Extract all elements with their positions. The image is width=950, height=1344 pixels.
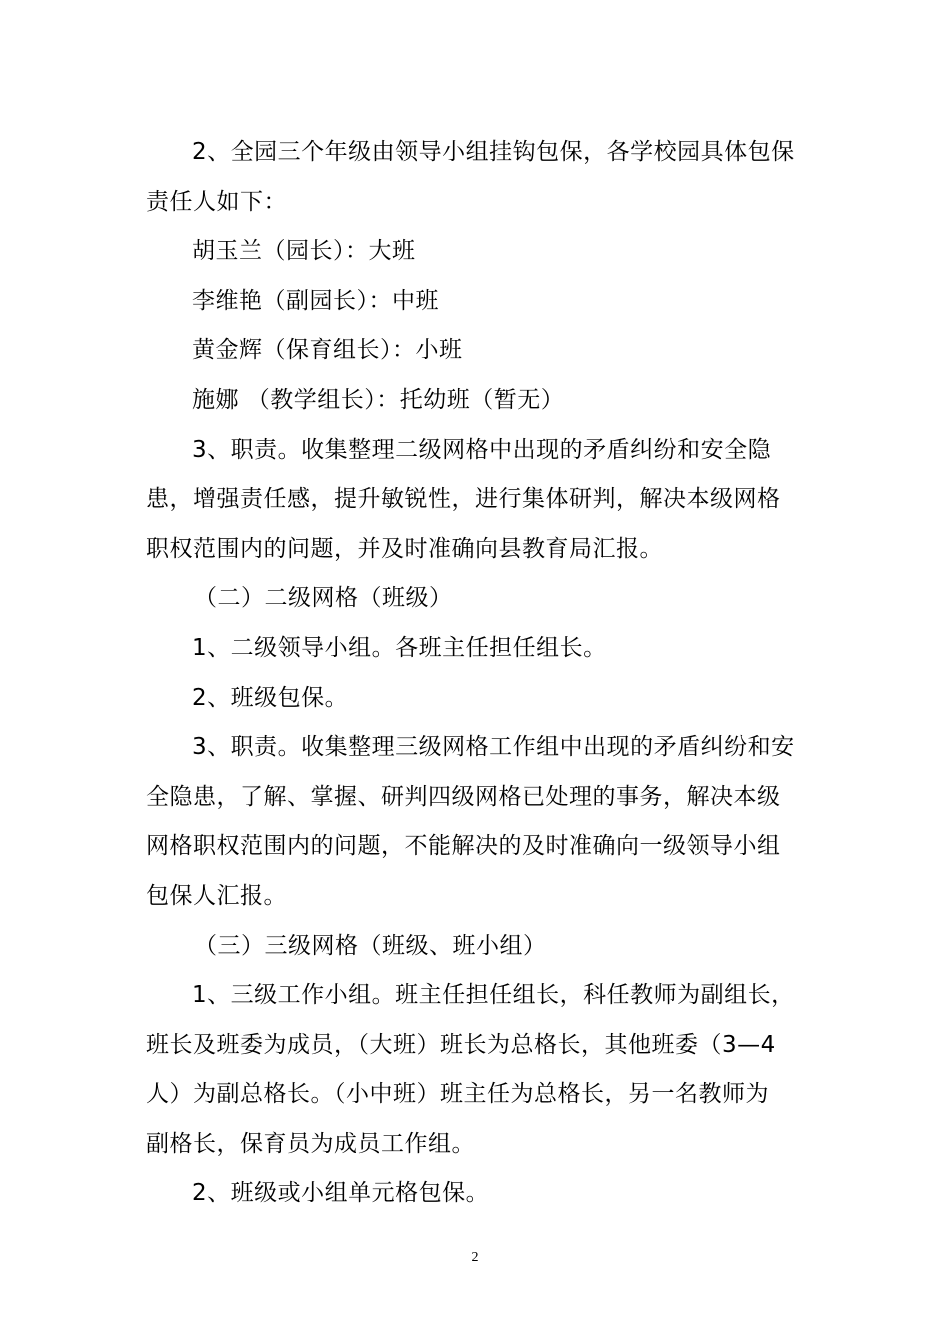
paragraph-line: 班长及班委为成员，（大班）班长为总格长，其他班委（3—4 [146,1031,776,1058]
paragraph-line: 2、全园三个年级由领导小组挂钩包保，各学校园具体包保 [192,139,795,165]
paragraph-line: 责任人如下： [146,188,287,215]
paragraph-line: 施娜 （教学组长）：托幼班（暂无） [192,386,565,413]
paragraph-line: 李维艳（副园长）：中班 [192,287,439,314]
page-number: 2 [471,1250,479,1265]
paragraph-line: 网格职权范围内的问题，不能解决的及时准确向一级领导小组 [146,833,781,860]
paragraph-line: 2、班级包保。 [192,684,349,711]
paragraph-line: 1、二级领导小组。各班主任担任组长。 [192,634,607,661]
paragraph-line: 包保人汇报。 [146,882,287,909]
paragraph-line: 3、职责。收集整理三级网格工作组中出现的矛盾纠纷和安 [192,734,795,761]
section-heading: （三）三级网格（班级、班小组） [194,932,547,959]
paragraph-line: 2、班级或小组单元格包保。 [192,1180,490,1207]
paragraph-line: 3、职责。收集整理二级网格中出现的矛盾纠纷和安全隐 [192,436,772,463]
paragraph-line: 胡玉兰（园长）：大班 [192,238,416,265]
paragraph-line: 副格长，保育员为成员工作组。 [146,1130,475,1157]
document-body [146,128,811,1219]
section-heading: （二）二级网格（班级） [194,585,453,612]
paragraph-line: 全隐患，了解、掌握、研判四级网格已处理的事务，解决本级 [146,783,781,810]
paragraph-line: 1、三级工作小组。班主任担任组长，科任教师为副组长， [192,982,795,1009]
paragraph-line: 人）为副总格长。（小中班）班主任为总格长，另一名教师为 [146,1081,769,1108]
paragraph-line: 黄金辉（保育组长）：小班 [192,337,463,364]
paragraph-line: 患，增强责任感，提升敏锐性，进行集体研判，解决本级网格 [146,486,781,513]
paragraph-line: 职权范围内的问题，并及时准确向县教育局汇报。 [146,535,663,562]
